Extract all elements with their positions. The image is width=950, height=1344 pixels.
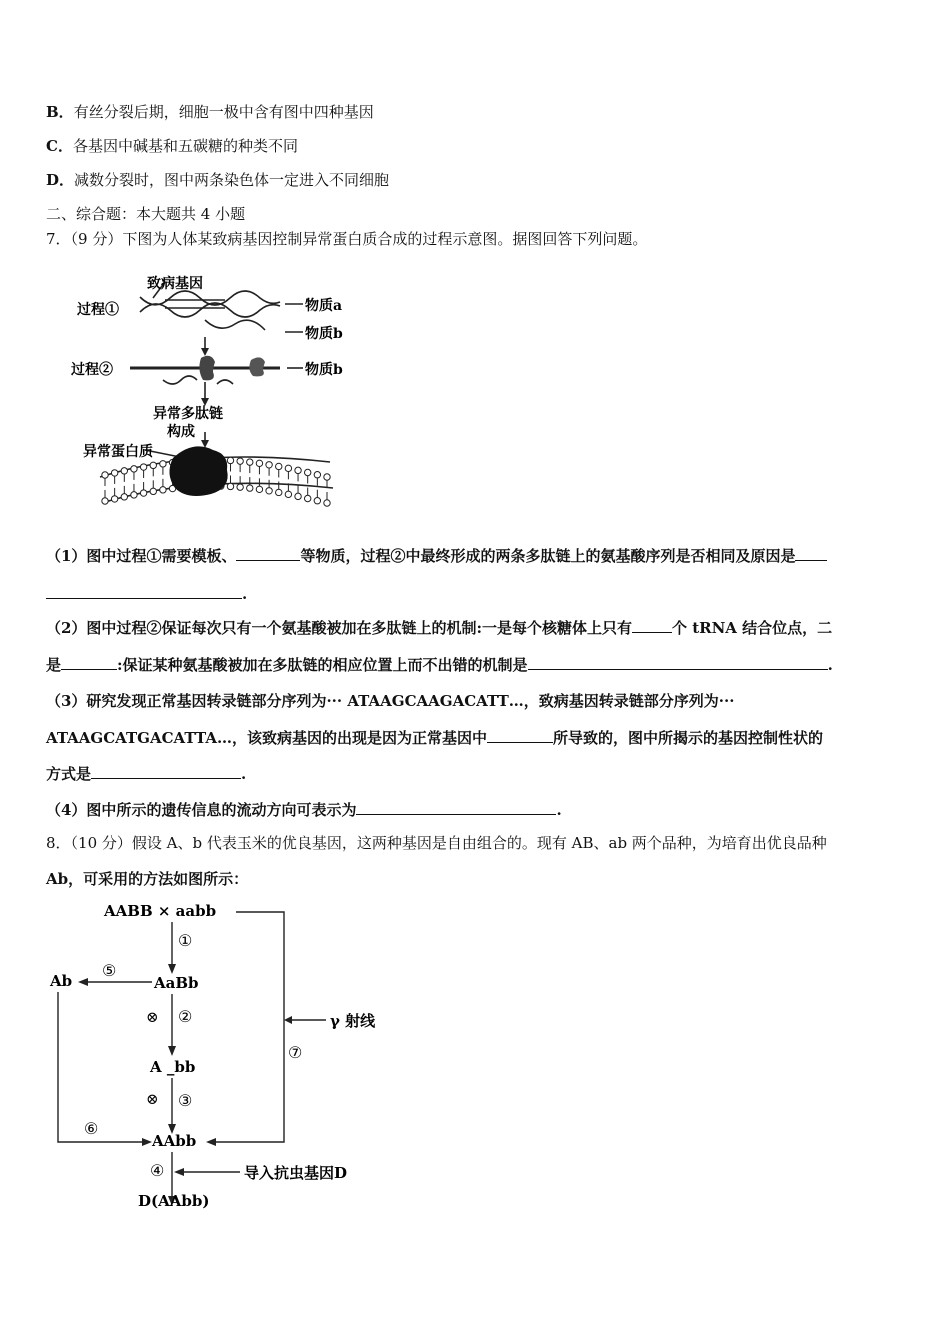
polypeptide-chain-1 — [163, 376, 197, 384]
step-5-label: ⑤ — [102, 961, 117, 980]
option-c-letter: C． — [46, 137, 73, 155]
q7-p1b: 等物质，过程②中最终形成的两条多肽链上的氨基酸序列是否相同及原因是 — [300, 547, 796, 565]
lipid-head — [266, 462, 272, 468]
import-gene-label: 导入抗虫基因D — [244, 1164, 348, 1182]
step-4-label: ④ — [150, 1161, 165, 1180]
q7-p2b: 个 tRNA 结合位点，二 — [671, 619, 833, 637]
q7-p3a: （3）研究发现正常基因转录链部分序列为··· ATAAGCAAGACATT…，致病基因转录链部分序列为··· — [46, 692, 735, 710]
q7-p2-blank2[interactable] — [61, 655, 117, 670]
q7-part3-line1 — [46, 691, 734, 711]
q7-p1-blank1[interactable] — [236, 546, 300, 561]
result-label: D(AAbb) — [138, 1192, 210, 1210]
lipid-head — [140, 490, 146, 496]
lipid-head — [247, 485, 253, 491]
lipid-head — [160, 487, 166, 493]
lipid-head — [227, 457, 233, 463]
parents-label: AABB × aabb — [104, 902, 217, 920]
lipid-head — [140, 464, 146, 470]
option-c-text: 各基因中碱基和五碳糖的种类不同 — [72, 137, 298, 155]
lipid-head — [285, 491, 291, 497]
lipid-head — [256, 460, 262, 466]
q7-part2-line1 — [46, 618, 832, 638]
path-6-line — [58, 992, 144, 1142]
lipid-head — [121, 494, 127, 500]
step-3-label: ③ — [178, 1091, 193, 1110]
q7-p4b: . — [556, 801, 562, 819]
polypeptide-chain-2 — [217, 380, 233, 384]
lipid-head — [111, 470, 117, 476]
q7-p2e: . — [827, 656, 833, 674]
q7-figure — [55, 262, 345, 534]
q7-stem: 7．（9 分）下图为人体某致病基因控制异常蛋白质合成的过程示意图。据图回答下列问题。 — [46, 230, 648, 248]
q7-p2c: 是 — [46, 656, 62, 674]
step-2-label: ② — [178, 1007, 193, 1026]
f1-label: AaBb — [154, 974, 199, 992]
gene-label: 致病基因 — [147, 276, 203, 292]
q8-figure — [40, 898, 400, 1218]
q7-part2-line2 — [46, 655, 833, 675]
q7-p3-blank2[interactable] — [91, 764, 241, 779]
option-b-text: 有丝分裂后期，细胞一极中含有图中四种基因 — [73, 103, 374, 121]
lipid-head — [314, 472, 320, 478]
q7-part3-line2 — [46, 728, 823, 748]
gamma-ray-label: γ 射线 — [330, 1012, 376, 1030]
step-1-label: ① — [178, 931, 193, 950]
lipid-head — [324, 474, 330, 480]
q7-part4 — [46, 800, 562, 820]
lipid-head — [237, 458, 243, 464]
substance-b2-label: 物质b — [305, 362, 343, 378]
lipid-head — [276, 489, 282, 495]
abb-label: A _bb — [150, 1058, 196, 1076]
q7-part1-line1 — [46, 546, 827, 566]
q7-p3-blank1[interactable] — [487, 728, 553, 743]
option-d-letter: D． — [46, 171, 75, 189]
substance-a-label: 物质a — [305, 298, 343, 314]
lipid-head — [324, 500, 330, 506]
q8-stem-line2: Ab，可采用的方法如图所示： — [46, 870, 249, 888]
ribosome-2 — [249, 357, 265, 376]
polypeptide-label-2: 构成 — [167, 424, 195, 440]
substance-b-label: 物质b — [305, 326, 343, 342]
lipid-head — [314, 498, 320, 504]
lipid-head — [295, 493, 301, 499]
ribosome-1 — [199, 356, 215, 381]
lipid-head — [285, 465, 291, 471]
q7-p2a: （2）图中过程②保证每次只有一个氨基酸被加在多肽链上的机制:一是每个核糖体上只有 — [46, 619, 632, 637]
q7-part1-line2 — [46, 584, 247, 604]
lipid-head — [150, 462, 156, 468]
lipid-head — [276, 463, 282, 469]
abnormal-protein-blob — [169, 446, 227, 496]
lipid-head — [111, 496, 117, 502]
lipid-head — [102, 498, 108, 504]
mrna-strand — [205, 320, 265, 330]
q7-p2d: :保证某种氨基酸被加在多肽链的相应位置上而不出错的机制是 — [117, 656, 528, 674]
lipid-head — [102, 472, 108, 478]
option-c — [46, 136, 298, 156]
q7-p1c: . — [242, 585, 248, 603]
q7-p1-blank2a[interactable] — [795, 546, 827, 561]
lipid-head — [237, 484, 243, 490]
dna-strand-1 — [140, 291, 280, 305]
option-b — [46, 102, 374, 122]
lipid-head — [247, 459, 253, 465]
lipid-head — [131, 492, 137, 498]
lipid-head — [160, 461, 166, 467]
q7-p1a: （1）图中过程①需要模板、 — [46, 547, 237, 565]
q7-p3e: . — [241, 765, 247, 783]
path-7-line — [212, 912, 284, 1142]
process-2-label: 过程② — [71, 362, 113, 378]
dna-strand-2 — [140, 303, 280, 317]
q8-stem-line1: 8．（10 分）假设 A、b 代表玉米的优良基因，这两种基因是自由组合的。现有 AB、ab 两个品种，为培育出优良品种 — [46, 834, 827, 852]
q7-p3b: ATAAGCATGACATTA…，该致病基因的出现是因为正常基因中 — [46, 729, 487, 747]
step-7-label: ⑦ — [288, 1043, 303, 1062]
ab-label: Ab — [50, 972, 73, 990]
q7-p3d: 方式是 — [46, 765, 92, 783]
q7-p2-blank1[interactable] — [632, 618, 672, 633]
section-title: 二、综合题：本大题共 4 小题 — [46, 205, 246, 223]
q7-p3c: 所导致的，图中所揭示的基因控制性状的 — [552, 729, 823, 747]
q7-p1-blank2b[interactable] — [46, 584, 242, 599]
option-b-letter: B． — [46, 103, 74, 121]
lipid-head — [121, 468, 127, 474]
lipid-head — [131, 466, 137, 472]
process-1-label: 过程① — [77, 302, 119, 318]
lipid-head — [304, 469, 310, 475]
q7-p4-blank[interactable] — [356, 800, 556, 815]
lipid-head — [295, 467, 301, 473]
self-cross-1: ⊗ — [146, 1008, 159, 1026]
protein-label: 异常蛋白质 — [83, 444, 153, 460]
self-cross-2: ⊗ — [146, 1090, 159, 1108]
lipid-head — [150, 488, 156, 494]
option-d-text: 减数分裂时，图中两条染色体一定进入不同细胞 — [74, 171, 390, 189]
q7-p2-blank3[interactable] — [528, 655, 828, 670]
lipid-head — [266, 488, 272, 494]
q7-p4a: （4）图中所示的遗传信息的流动方向可表示为 — [46, 801, 357, 819]
q7-part3-line3 — [46, 764, 246, 784]
lipid-head — [304, 495, 310, 501]
option-d — [46, 170, 389, 190]
aabb-label: AAbb — [152, 1132, 197, 1150]
step-6-label: ⑥ — [84, 1119, 99, 1138]
polypeptide-label-1: 异常多肽链 — [153, 406, 223, 422]
lipid-head — [227, 483, 233, 489]
lipid-head — [256, 486, 262, 492]
